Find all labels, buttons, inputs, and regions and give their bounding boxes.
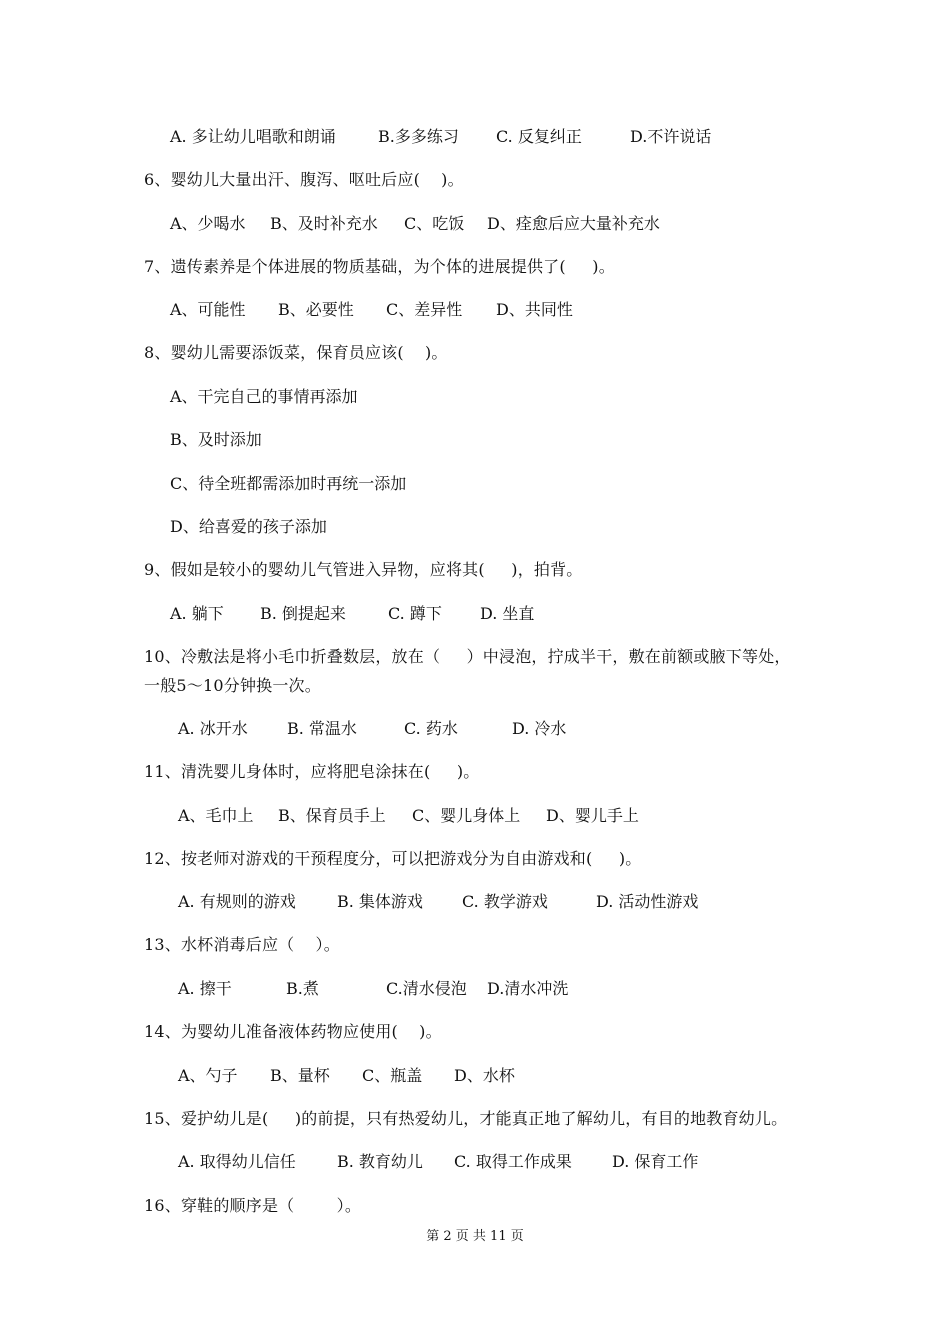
q10-option-c: C. 药水 (404, 719, 458, 738)
q6-option-a: A、少喝水 (170, 214, 246, 233)
q8-option-b: B、及时添加 (170, 430, 262, 449)
q9-option-c: C. 蹲下 (388, 604, 442, 623)
question-12: 12、按老师对游戏的干预程度分，可以把游戏分为自由游戏和( )。 (144, 849, 642, 868)
question-9: 9、假如是较小的婴幼儿气管进入异物，应将其( )，拍背。 (144, 560, 583, 579)
q5-option-a: A. 多让幼儿唱歌和朗诵 (170, 127, 336, 146)
q14-option-d: D、水杯 (454, 1066, 515, 1085)
q8-option-d: D、给喜爱的孩子添加 (170, 517, 327, 536)
q14-option-a: A、勺子 (178, 1066, 238, 1085)
q7-option-c: C、差异性 (386, 300, 463, 319)
q13-option-d: D.清水冲洗 (487, 979, 569, 998)
q15-option-c: C. 取得工作成果 (454, 1152, 572, 1171)
q14-option-b: B、量杯 (270, 1066, 330, 1085)
q6-option-c: C、吃饭 (404, 214, 465, 233)
q12-option-c: C. 教学游戏 (462, 892, 548, 911)
q15-option-d: D. 保育工作 (612, 1152, 699, 1171)
q7-option-d: D、共同性 (496, 300, 573, 319)
q9-option-b: B. 倒提起来 (260, 604, 346, 623)
question-10-line-1: 10、冷敷法是将小毛巾折叠数层，放在（ ）中浸泡，拧成半干，敷在前额或腋下等处， (144, 647, 791, 666)
question-13: 13、水杯消毒后应（ ）。 (144, 935, 340, 954)
q5-option-b: B.多多练习 (378, 127, 459, 146)
question-15: 15、爱护幼儿是( )的前提，只有热爱幼儿，才能真正地了解幼儿，有目的地教育幼儿。 (144, 1109, 788, 1128)
q12-option-a: A. 有规则的游戏 (178, 892, 296, 911)
q10-option-a: A. 冰开水 (178, 719, 248, 738)
page-footer: 第 2 页 共 11 页 (426, 1229, 524, 1244)
question-10-line-2: 一般5～10分钟换一次。 (144, 676, 321, 695)
q14-option-c: C、瓶盖 (362, 1066, 423, 1085)
q13-option-b: B.煮 (286, 979, 319, 998)
q9-option-d: D. 坐直 (480, 604, 535, 623)
q13-option-c: C.清水侵泡 (386, 979, 467, 998)
q8-option-a: A、干完自己的事情再添加 (170, 387, 358, 406)
q11-option-b: B、保育员手上 (278, 806, 386, 825)
question-14: 14、为婴幼儿准备液体药物应使用( )。 (144, 1022, 442, 1041)
q11-option-c: C、婴儿身体上 (412, 806, 521, 825)
q12-option-d: D. 活动性游戏 (596, 892, 699, 911)
q8-option-c: C、待全班都需添加时再统一添加 (170, 474, 407, 493)
q15-option-b: B. 教育幼儿 (337, 1152, 423, 1171)
q13-option-a: A. 擦干 (178, 979, 232, 998)
q10-option-d: D. 冷水 (512, 719, 567, 738)
q9-option-a: A. 躺下 (170, 604, 224, 623)
question-8: 8、婴幼儿需要添饭菜，保育员应该( )。 (144, 343, 448, 362)
q7-option-b: B、必要性 (278, 300, 354, 319)
question-16: 16、穿鞋的顺序是（ ）。 (144, 1196, 362, 1215)
q10-option-b: B. 常温水 (287, 719, 357, 738)
q5-option-c: C. 反复纠正 (496, 127, 582, 146)
q15-option-a: A. 取得幼儿信任 (178, 1152, 296, 1171)
q11-option-a: A、毛巾上 (178, 806, 254, 825)
q11-option-d: D、婴儿手上 (546, 806, 639, 825)
q7-option-a: A、可能性 (170, 300, 246, 319)
q5-option-d: D.不许说话 (630, 127, 712, 146)
q12-option-b: B. 集体游戏 (337, 892, 423, 911)
question-6: 6、婴幼儿大量出汗、腹泻、呕吐后应( )。 (144, 170, 464, 189)
question-7: 7、遗传素养是个体进展的物质基础，为个体的进展提供了( )。 (144, 257, 615, 276)
question-11: 11、清洗婴儿身体时，应将肥皂涂抹在( )。 (144, 762, 480, 781)
q6-option-d: D、痊愈后应大量补充水 (487, 214, 660, 233)
q6-option-b: B、及时补充水 (270, 214, 378, 233)
